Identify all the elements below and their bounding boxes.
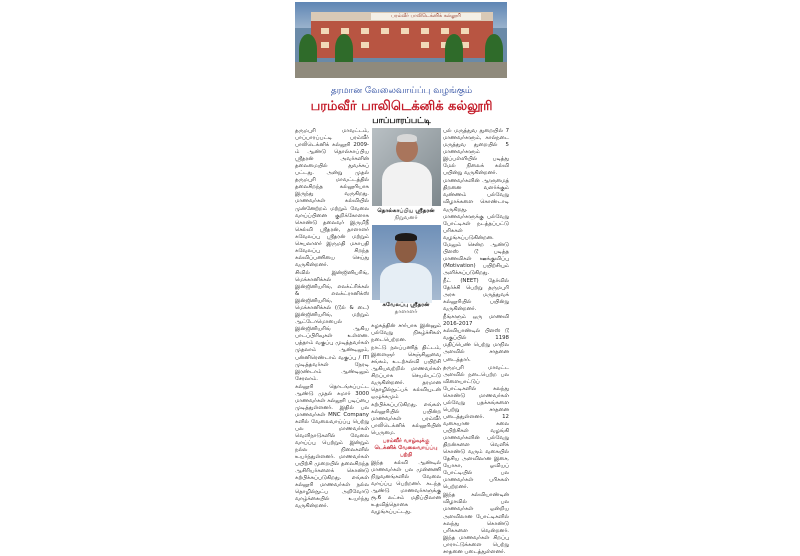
article-paragraph: நாட்டு நலப்பணித் திட்டம், இளைஞர் செஞ்சிலுவை சங்கம், உடற்கல்வி பயிற்சி ஆகியவற்றில் மாணவர்கள் சிறப்பாக செயல்பட்டு வருகின்றனர். தரமான தொழில்நுட்பக் கல்வியுடன் ஒழுக்கமும் கற்பிக்கப்படுகிறது. எங்கள் கல்லூரியில் பயின்ற மாணவர்கள் பரம்வீர் பாலிடெக்னிக் கல்லூரியின் பெருமை. [371, 345, 441, 436]
headline-kicker: தரமான வேலைவாய்ப்பு வழங்கும் [330, 86, 473, 96]
article-paragraph: கல்லூரி தொடங்கப்பட்ட ஆண்டு முதல் சுமார் 3000 மாணவர்கள் கல்லூரி படிப்பை முடித்துள்ளனர். இதில் பல மாணவர்கள் MNC Company களில் வேலைவாய்ப்பு பெற்று பல மாணவர்கள் வெளிநாடுகளில் வேலை வாய்ப்பு பெற்றும் இன்றும் நல்ல நிலைகளில் உயர்ந்துள்ளனர். மாணவர்கள் பயிற்சி முறையில் தலைசிறந்த ஆசிரியர்களைக் கொண்டு கற்பிக்கப்படுகிறது. எங்கள் கல்லூரி மாணவர்கள் நல்ல தொழில்நுட்ப அறிவோடு வாழ்க்கையில் உயர்ந்து வருகின்றனர். [295, 383, 369, 510]
correspondent-role: தாளாளர் [394, 309, 418, 315]
building-window [461, 28, 469, 34]
photo-ground [295, 62, 507, 78]
building-window [381, 28, 389, 34]
article-paragraph: தருமபுரி மாவட்ட அளவில் நடைபெற்ற பல விளையாட்டுப் போட்டிகளில் கலந்து கொண்டு மாணவர்கள் பல்வேறு பதக்கங்களை பெற்று சாதனை படைத்துள்ளனர். 12 வகையான கலை பயிற்சிகள் வழங்கி மாணவர்களின் பல்வேறு திறன்களை வெளிக் கொண்டு வரும் வகையில் தேசிய அளவிலான இசை, யோகா, ஓவியப் போட்டியில் பல மாணவர்கள் பரிசுகள் பெற்றனர். [443, 364, 509, 491]
article-paragraph: தருமபுரி மாவட்டம், பாப்பாரப்பட்டி பரம்வீர் பாலிடெக்னிக் கல்லூரி 2009-ம் ஆண்டு தொல்காப்பிய ஸ்ரீதரன் அவர்களின் தலைமையில் துவக்கப் பட்டது. அன்று முதல் தருமபுரி மாவட்டத்தில் தலைசிறந்த கல்லூரியாக இருந்து வருகிறது. மாணவர்கள் கல்வியில் முன்னேற்றம் மற்றும் வேலை வாய்ப்பினை குறிக்கோளாக கொண்டு தலைவர் இருமிநீ செல்வி ஸ்ரீதரன், தாளாளர் கவேலப்பு ஸ்ரீதரன் மற்றும் செயலாளர் இருமதி மகாபதி கவேலப்பு சிறந்த கல்விப்பணியை செய்து வருகின்றனர். [295, 128, 369, 268]
college-building-photo [295, 2, 507, 78]
headline-place: பாப்பாரப்பட்டி [372, 116, 431, 126]
article-subheading: பரம்வீர் வாழ்வுக்கு டெக்னிக் வேலைவாய்ப்பு பற்றி [374, 437, 438, 458]
article-paragraph: கழகத்தின் சார்பாக இன்னும் பல்வேறு நிகழ்ச்சிகள் நடைபெற்றன. [371, 323, 441, 344]
building-window [361, 42, 369, 48]
portrait-shirt [380, 263, 432, 303]
building-window [401, 28, 409, 34]
correspondent-name: கவேலப்பு ஸ்ரீதரன் [382, 302, 430, 308]
article-column-2 [371, 323, 441, 528]
article-paragraph: மாணவர்களின் ஆளுமைத் திறனை வளர்க்கும் வண்ணம் பல்வேறு விழாக்களை கொண்டாடி வருகிறது. மாணவர்களுக்கு பல்வேறு போட்டிகள் நடத்தப்பட்டு பரிசுகள் வழங்கப்படுகின்றன. மேலும் சென்ற ஆண்டு பிளஸ் டூ படித்த மாணவிகள் ஊக்குவிப்பு (Motivation) பயிற்சியும் அளிக்கப்படுகிறது. [443, 178, 509, 276]
building-window [321, 28, 329, 34]
building-sign: பரம்வீர் பாலிடெக்னிக் கல்லூரி [371, 13, 481, 20]
article-paragraph: இந்த கல்வி ஆண்டில் மாணவர்கள் பல முன்னணி நிறுவனங்களில் வேலை வாய்ப்பு பெற்றனர். கடந்த ஆண்டு மாணவர்களுக்கு ரூ.6 லட்சம் மதிப்பிலான உதவித்தொகை வழங்கப்பட்டது. [371, 459, 441, 516]
building-window [441, 28, 449, 34]
article-paragraph: பல் மருத்துவ துறையில் 7 மாணவர்களும், கால்நடை மருத்துவ துறையில் 5 மாணவர்களும் இப்பள்ளியில் படித்து மேல் நிலைக் கல்வி பயின்று வருகின்றனர். [443, 128, 509, 177]
founder-role: நிறுவனர் [394, 215, 418, 221]
founder-name: தொல்காப்பிய ஸ்ரீதரன் [377, 208, 435, 214]
article-column-3 [443, 128, 509, 555]
portrait-hair [395, 233, 417, 241]
palm-tree [335, 34, 353, 64]
portrait-hair [397, 134, 417, 142]
palm-tree [485, 34, 503, 64]
article-column-1 [295, 128, 369, 528]
article-paragraph: நீங்களும் ஒரு மாணவி 2016-2017 கல்வியாண்டில் பிளஸ் டூ வகுப்பில் 1198 மதிப்பெண் பெற்று மாநில அளவில் சாதனை படைத்தார். [443, 314, 509, 363]
newspaper-clipping [287, 0, 516, 555]
building-window [421, 42, 429, 48]
headline-title: பரம்வீர் பாலிடெக்னிக் கல்லூரி [310, 99, 493, 114]
building-window [421, 28, 429, 34]
building-window [321, 42, 329, 48]
portrait-shirt [382, 162, 432, 206]
palm-tree [445, 34, 463, 64]
correspondent-portrait [372, 225, 441, 300]
article-paragraph: இந்த கல்வியாண்டின் விழாவில் பல மாணவர்கள் ஒன்றிய அளவிலான போட்டிகளில் கலந்து கொண்டு பரிசுகளை வென்றனர். இந்த மாணவர்கள் சிறப்பு பாராட்டுக்களை பெற்று சாதனை படைத்துள்ளனர். [443, 492, 509, 555]
building-window [361, 28, 369, 34]
article-paragraph: சிவில் இன்ஜினியரிங், மெக்கானிக்கல் இன்ஜினியரிங், எலக்ட்ரிக்கல் & எலக்ட்ரானிக்ஸ் இன்ஜினியரிங், மெக்கானிக்கல் (டூல் & டை) இன்ஜினியரிங், மற்றும் ஆட்டோமொபைல் இன்ஜினியரிங் ஆகிய பாடப்பிரிவுகள் உள்ளன. பத்தாம் வகுப்பு முடித்தவர்கள் முதலாம் ஆண்டிலும், பன்னிரெண்டாம் வகுப்பு / ITI முடித்தவர்கள் நேரடி இரண்டாம் ஆண்டிலும் சேரலாம். [295, 269, 369, 382]
founder-portrait [372, 128, 441, 206]
article-paragraph: நீட் (NEET) தேர்வில் தேர்ச்சி பெற்று தருமபுரி அரசு மருத்துவக் கல்லூரியில் பயின்று வருகின்றனர். [443, 277, 509, 313]
palm-tree [299, 34, 317, 64]
